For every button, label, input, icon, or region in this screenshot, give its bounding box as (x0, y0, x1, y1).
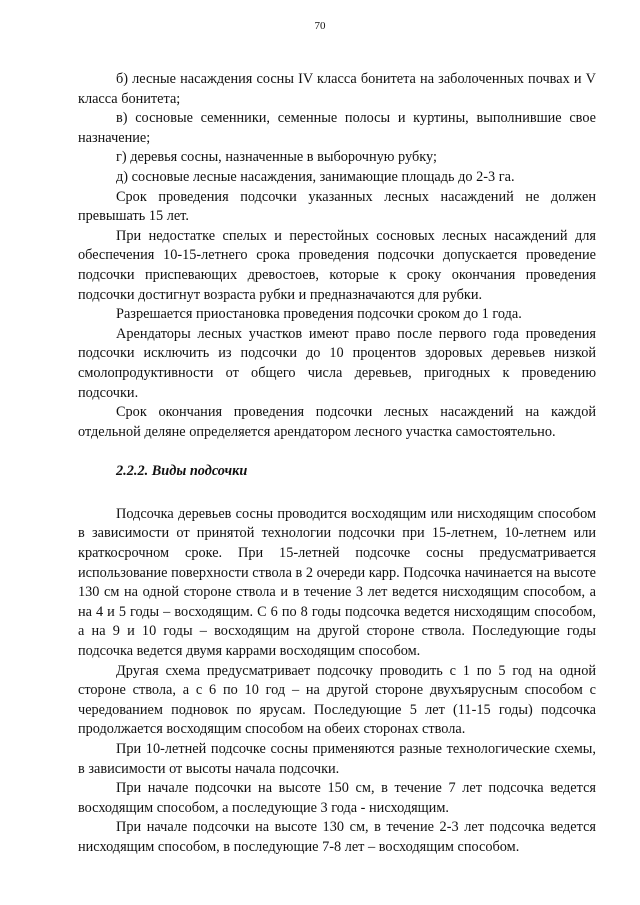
paragraph: Срок проведения подсочки указанных лесных насаждений не должен превышать 15 лет. (78, 188, 596, 225)
paragraph: Другая схема предусматривает подсочку проводить с 1 по 5 год на одной стороне ствола, а с 6 по 10 год – на другой стороне двухъярусным способом с чередованием подновок по ярусам. Последующие 5 лет (11-15 годы) подсочка продолжается восходящим способом на обеих сторонах ствола. (78, 662, 596, 738)
section-heading: 2.2.2. Виды подсочки (116, 463, 248, 480)
list-item-d: д) сосновые лесные насаждения, занимающие площадь до 2-3 га. (116, 168, 515, 185)
paragraph: При 10-летней подсочке сосны применяются разные технологические схемы, в зависимости от высоты начала подсочки. (78, 741, 596, 777)
paragraph: При недостатке спелых и перестойных сосновых лесных насаждений для обеспечения 10-15-летнего срока проведения подсочки допускается проведение подсочки приспевающих древостоев, которые к сроку окончания проведения подсочки достигнут возраста рубки и предназначаются для рубки. (78, 227, 596, 303)
list-item-v: в) сосновые семенники, семенные полосы и куртины, выполнившие свое назначение; (78, 110, 596, 146)
list-item-b: б) лесные насаждения сосны IV класса бонитета на заболоченных почвах и V класса бонитета; (78, 71, 596, 107)
paragraph: При начале подсочки на высоте 130 см, в течение 2-3 лет подсочка ведется нисходящим способом, в последующие 7-8 лет – восходящим способом. (78, 819, 596, 855)
page-number: 70 (314, 20, 326, 32)
paragraph: Арендаторы лесных участков имеют право после первого года проведения подсочки исключить из подсочки до 10 процентов здоровых деревьев низкой смолопродуктивности от общего числа деревьев, пригодных к проведению подсочки. (78, 325, 596, 401)
page-body (78, 70, 596, 858)
paragraph: Разрешается приостановка проведения подсочки сроком до 1 года. (116, 306, 522, 323)
list-item-g: г) деревья сосны, назначенные в выборочную рубку; (116, 149, 437, 166)
paragraph: Срок окончания проведения подсочки лесных насаждений на каждой отдельной деляне определяется арендатором лесного участка самостоятельно. (78, 404, 596, 440)
paragraph: Подсочка деревьев сосны проводится восходящим или нисходящим способом в зависимости от принятой технологии подсочки при 15-летнем, 10-летнем или краткосрочном сроке. При 15-летней подсочке сосны предусматривается использование поверхности ствола в 2 очереди карр. Подсочка начинается на высоте 130 см на одной стороне ствола и в течение 3 лет ведется нисходящим способом, а на 4 и 5 годы – восходящим. С 6 по 8 годы подсочка ведется нисходящим способом, а на 9 и 10 годы – восходящим на другой стороне ствола. Последующие годы подсочка ведется двумя каррами восходящим способом. (78, 505, 596, 660)
paragraph: При начале подсочки на высоте 150 см, в течение 7 лет подсочка ведется восходящим способом, а последующие 3 года - нисходящим. (78, 780, 596, 816)
